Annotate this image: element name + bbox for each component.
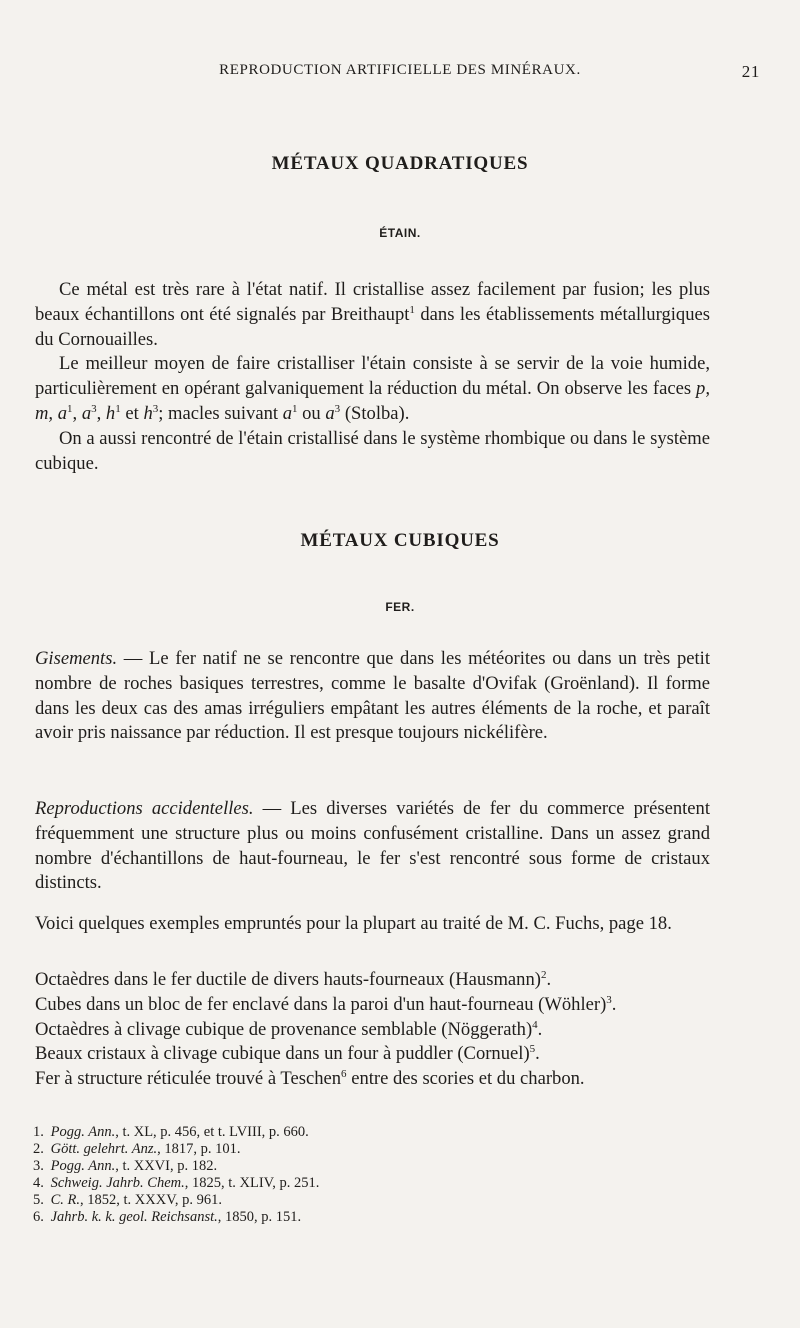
footnote: 6. Jahrb. k. k. geol. Reichsanst., 1850, p. 151. <box>33 1209 302 1225</box>
running-head <box>40 62 760 86</box>
list-item: Beaux cristaux à clivage cubique dans un four à puddler (Cornuel)$^5$. <box>35 1043 540 1065</box>
footnote: 5. C. R., 1852, t. XXXV, p. 961. <box>33 1192 222 1208</box>
section-title-cubiques: MÉTAUX CUBIQUES <box>300 530 500 551</box>
section-title-quadratiques: MÉTAUX QUADRATIQUES <box>271 153 529 174</box>
page-number: 21 <box>741 62 760 81</box>
paragraph-text: (Stolba). <box>340 402 410 424</box>
paragraph-text: — Les diverses variétés de fer du commerce présentent fréquemment une structure plus ou moins confusément cristalline. Dans un assez grand nombre d'échantillons de haut-fourneau, le fer s'est rencontré sous forme de cristaux distincts. <box>35 798 711 894</box>
paragraph-text: dans les établissements métallurgiques du Cornouailles. <box>35 303 711 350</box>
footnote: 3. Pogg. Ann., t. XXVI, p. 182. <box>33 1158 218 1174</box>
paragraph-text: Ce métal est très rare à l'état natif. Il cristallise assez facilement par fusion; les plus beaux échantillons ont été signalés par Breithaupt <box>35 279 710 325</box>
lead-gisements: Gisements. <box>35 648 118 669</box>
paragraph <box>35 797 710 896</box>
subsection-title-etain: ÉTAIN. <box>379 226 421 240</box>
paragraph <box>35 647 710 746</box>
footnotes <box>33 1124 633 1226</box>
examples-body <box>35 912 710 937</box>
reproductions-body <box>35 797 710 896</box>
paragraph <box>35 278 710 352</box>
paragraph-text: — Le fer natif ne se rencontre que dans les météorites ou dans un très petit nombre de roches basiques terrestres, comme le basalte d'Ovifak (Groënland). Il forme dans les deux cas des amas irréguliers empâtant les autres éléments de la roche, et paraît avoir pris naissance par réduction. Il est presque toujours nickélifère. <box>35 648 710 744</box>
etain-body <box>35 278 710 476</box>
paragraph: On a aussi rencontré de l'étain cristallisé dans le système rhombique ou dans le système cubique. <box>35 427 710 474</box>
list-item: Octaèdres à clivage cubique de provenance semblable (Nöggerath)$^4$. <box>35 1018 543 1040</box>
footnote: 1. Pogg. Ann., t. XL, p. 456, et t. LVIII, p. 660. <box>33 1124 309 1140</box>
subsection-title-fer: FER. <box>385 600 415 614</box>
list-item: Cubes dans un bloc de fer enclavé dans la paroi d'un haut-fourneau (Wöhler)$^3$. <box>35 993 617 1015</box>
examples-list <box>35 968 710 1092</box>
paragraph-text: ; macles suivant <box>158 402 283 424</box>
paragraph-text: Le meilleur moyen de faire cristalliser l'étain consiste à se servir de la voie humide, particulièrement en opérant galvaniquement la réduction du métal. On observe les faces <box>35 353 710 400</box>
list-item: Octaèdres dans le fer ductile de divers hauts-fourneaux (Hausmann)$^2$. <box>35 968 552 990</box>
footnote-ref: 1 <box>409 303 415 316</box>
footnote: 2. Gött. gelehrt. Anz., 1817, p. 101. <box>33 1141 241 1157</box>
fer-body <box>35 647 710 746</box>
footnote: 4. Schweig. Jahrb. Chem., 1825, t. XLIV, p. 251. <box>33 1175 320 1191</box>
running-head-title: REPRODUCTION ARTIFICIELLE DES MINÉRAUX. <box>219 62 581 78</box>
paragraph: Le meilleur moyen de faire cristalliser l'étain consiste à se servir de la voie humide, particulièrement en opérant galvaniquement la réduction du métal. On observe les faces p, m, $a^1$, $a^3$, $h^1$ et $h^3$; macles suivant $a^1$ ou $a^3$ (Stolba). <box>35 353 710 424</box>
lead-reproductions: Reproductions accidentelles. <box>35 798 254 819</box>
paragraph: Voici quelques exemples empruntés pour la plupart au traité de M. C. Fuchs, page 18. <box>35 913 672 934</box>
face-symbols: p, m, a <box>35 378 710 424</box>
list-item: Fer à structure réticulée trouvé à Teschen$^6$ entre des scories et du charbon. <box>35 1068 585 1090</box>
